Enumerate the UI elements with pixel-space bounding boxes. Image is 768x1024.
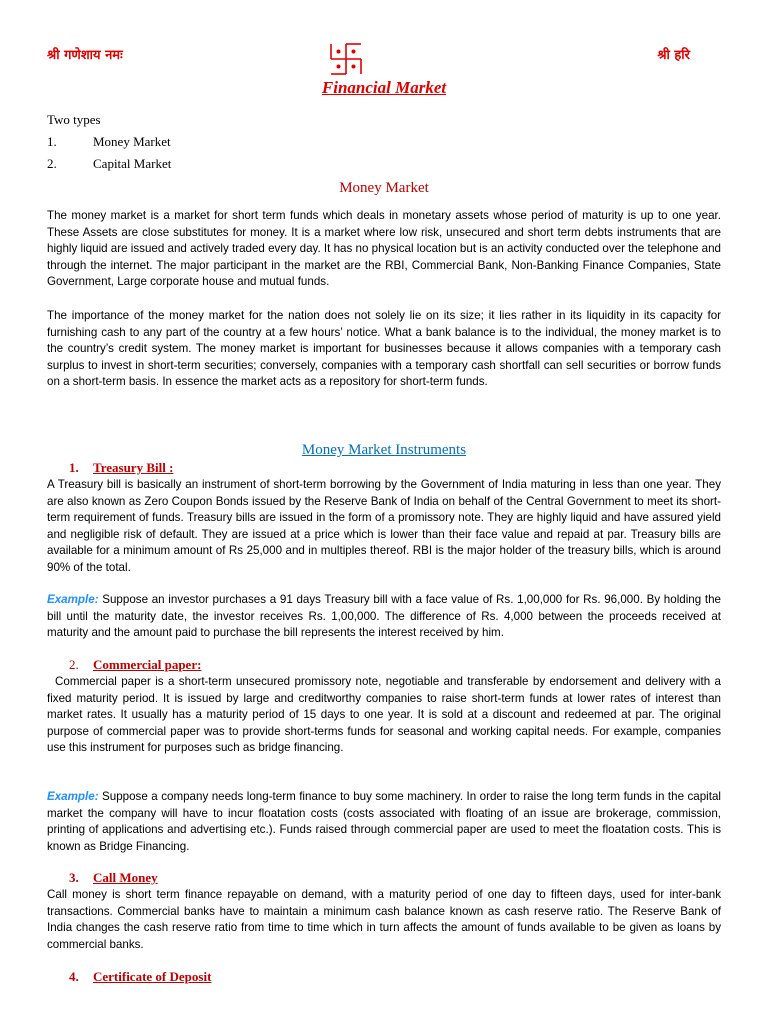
call-money-heading: 3. Call Money: [69, 870, 158, 885]
commercial-paper-heading: 2. Commercial paper:: [69, 657, 202, 672]
list-item: 1. Money Market: [47, 134, 171, 149]
treasury-bill-text: A Treasury bill is basically an instrument of short-term borrowing by the Government of India maturing in less than one year. They are also known as Zero Coupon Bonds issued by the Reserve Bank of India on behalf of the Central Government to meet its short-term requirement of funds. Treasury bills are issued in the form of a promissory note. They are highly liquid and have assured yield and negligible risk of default. They are issued at a price which is lower than their face value and repaid at par. Treasury bills are available for a minimum amount of Rs 25,000 and in multiples thereof. RBI is the major holder of the treasury bills, which is around 90% of the total.: [47, 478, 721, 574]
types-intro: Two types: [47, 112, 101, 127]
call-money-text: Call money is short term finance repayable on demand, with a maturity period of one day to fifteen days, used for inter-bank transactions. Commercial banks have to maintain a minimum cash balance known as cash reserve ratio. The Reserve Bank of India changes the cash reserve ratio from time to time which in turn affects the amount of funds available to be given as loans by commercial banks.: [47, 888, 721, 951]
types-list: [47, 109, 721, 175]
treasury-bill-example: Example: Suppose an investor purchases a 91 days Treasury bill with a face value of Rs. 1,00,000 for Rs. 96,000. By holding the bill until the maturity date, the investor receives Rs. 1,00,000. The difference of Rs. 4,000 between the proceeds received at maturity and the amount paid to purchase the bill represents the interest received by him.: [47, 593, 721, 640]
certificate-of-deposit-heading: 4. Certificate of Deposit: [69, 969, 212, 984]
instruments-heading: Money Market Instruments: [301, 442, 467, 458]
money-market-para-2: The importance of the money market for the nation does not solely lie on its size; it lies rather in its liquidity in its capacity for furnishing cash to any part of the country at a few hours’ notice. What a bank balance is to the individual, the money market is to the country’s credit system. The money market is important for businesses because it allows companies with a temporary cash surplus to invest in short-term securities; conversely, companies with a temporary cash shortfall can sell securities or borrow funds on a short-term basis. In essence the market acts as a repository for short-term funds.: [47, 309, 721, 389]
money-market-heading: Money Market: [339, 180, 429, 196]
swastik-icon: [329, 42, 363, 76]
page-title: Financial Market: [321, 78, 447, 97]
page-header: [47, 42, 690, 82]
commercial-paper-example: Example: Suppose a company needs long-term finance to buy some machinery. In order to raise the long term funds in the capital market the company will have to incur floatation costs (costs associated with floating of an issue are brokerage, commission, printing of applications and advertising etc.). Funds raised through commercial paper are used to meet the floatation costs. This is known as Bridge Financing.: [47, 790, 721, 853]
treasury-bill-heading: 1. Treasury Bill :: [69, 460, 174, 475]
list-item: 2. Capital Market: [47, 156, 172, 171]
header-right-text: श्री हरि: [657, 48, 690, 63]
commercial-paper-text: Commercial paper is a short-term unsecured promissory note, negotiable and transferable by endorsement and delivery with a fixed maturity period. It is issued by large and creditworthy companies to raise short-term funds at lower rates of interest than market rates. It usually has a maturity period of 15 days to one year. It is sold at a discount and redeemed at par. The original purpose of commercial paper was to provide short-terms funds for seasonal and working capital needs. For example, companies use this instrument for purposes such as bridge financing.: [47, 675, 721, 755]
header-left-text: श्री गणेशाय नमः: [47, 48, 123, 63]
money-market-para-1: The money market is a market for short term funds which deals in monetary assets whose period of maturity is up to one year. These Assets are close substitutes for money. It is a market where low risk, unsecured and short term debts instruments that are highly liquid are issued and actively traded every day. It has no physical location but is an activity conducted over the telephone and through the internet. The major participant in the market are the RBI, Commercial Bank, Non-Banking Finance Companies, State Government, Large corporate house and mutual funds.: [47, 209, 721, 289]
